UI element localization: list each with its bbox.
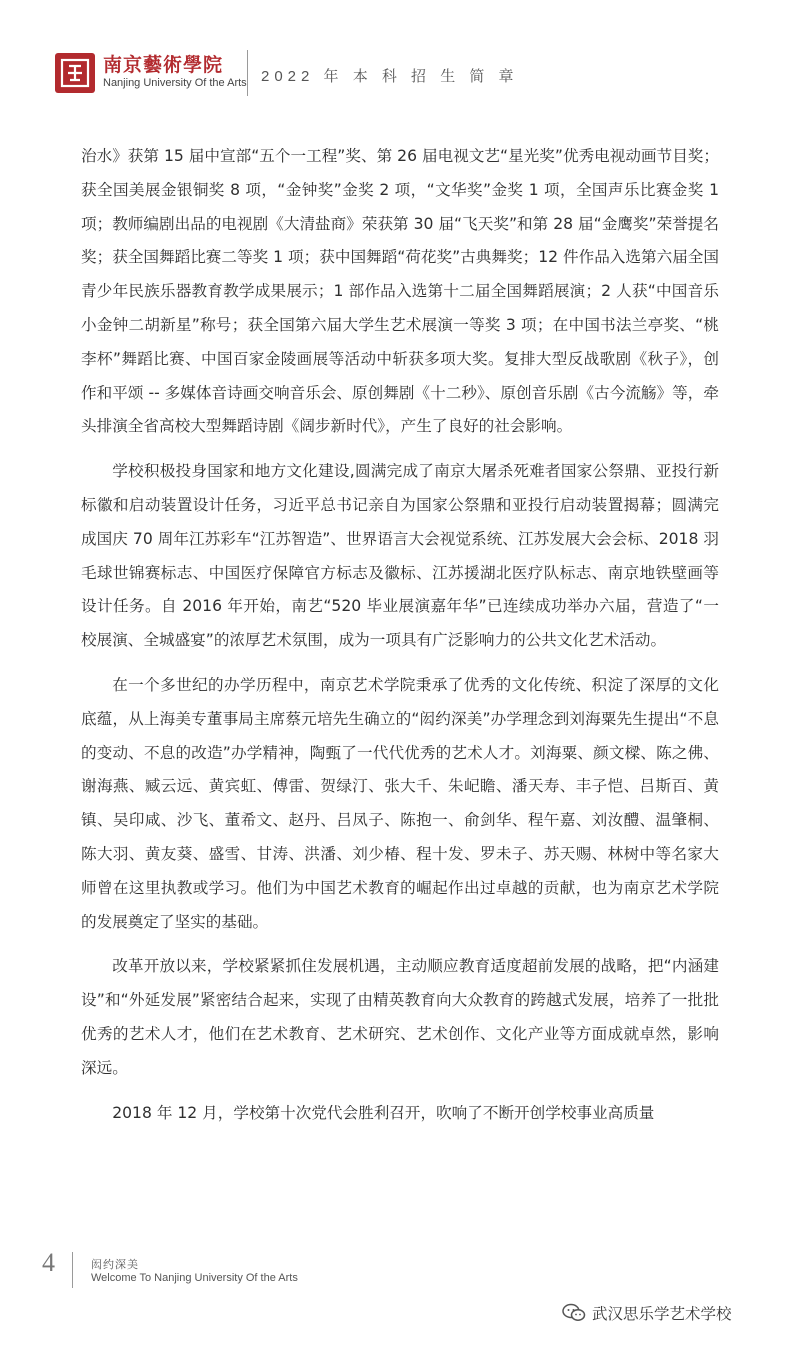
- seal-glyph-icon: [60, 58, 90, 88]
- footer-welcome: Welcome To Nanjing University Of the Arts: [91, 1272, 298, 1284]
- paragraph: 2018 年 12 月，学校第十次党代会胜利召开，吹响了不断开创学校事业高质量: [112, 1103, 655, 1122]
- wechat-icon: [562, 1303, 586, 1323]
- page-header: [0, 0, 800, 110]
- document-title: 2022 年 本 科 招 生 简 章: [261, 68, 519, 85]
- footer-motto: 闳约深美: [91, 1258, 139, 1271]
- watermark-text: 武汉思乐学艺术学校: [592, 1305, 732, 1323]
- footer-divider: [72, 1252, 73, 1288]
- wechat-watermark: [562, 1300, 732, 1326]
- paragraph: 治水》获第 15 届中宣部“五个一工程”奖、第 26 届电视文艺“星光奖”优秀电视动画节目奖；获全国美展金银铜奖 8 项，“金钟奖”金奖 2 项，“文华奖”金奖 1 项，全国声乐比赛金奖 1 项；教师编剧出品的电视剧《大清盐商》荣获第 30 届“飞天奖”和第 28 届“金鹰奖”荣誉提名奖；获全国舞蹈比赛二等奖 1 项；获中国舞蹈“荷花奖”古典舞奖；12 件作品入选第六届全国青少年民族乐器教育教学成果展示；1 部作品入选第十二届全国舞蹈展演；2 人获“中国音乐小金钟二胡新星”称号；获全国第六届大学生艺术展演一等奖 3 项；在中国书法兰亭奖、“桃李杯”舞蹈比赛、中国百家金陵画展等活动中斩获多项大奖。复排大型反战歌剧《秋子》，创作和平颂 -- 多媒体音诗画交响音乐会、原创舞剧《十二秒》、原创音乐剧《古今流觞》等，牵头排演全省高校大型舞蹈诗剧《阔步新时代》，产生了良好的社会影响。: [81, 147, 719, 436]
- article-body: [81, 140, 719, 1141]
- header-divider: [247, 50, 248, 96]
- university-name-en: Nanjing University Of the Arts: [103, 77, 247, 89]
- paragraph: 学校积极投身国家和地方文化建设,圆满完成了南京大屠杀死难者国家公祭鼎、亚投行新标徽和启动装置设计任务，习近平总书记亲自为国家公祭鼎和亚投行启动装置揭幕；圆满完成国庆 70 周年江苏彩车“江苏智造”、世界语言大会视觉系统、江苏发展大会会标、2018 羽毛球世锦赛标志、中国医疗保障官方标志及徽标、江苏援湖北医疗队标志、南京地铁壁画等设计任务。自 2016 年开始，南艺“520 毕业展演嘉年华”已连续成功举办六届，营造了“一校展演、全城盛宴”的浓厚艺术氛围，成为一项具有广泛影响力的公共文化艺术活动。: [81, 462, 719, 650]
- paragraph: 在一个多世纪的办学历程中，南京艺术学院秉承了优秀的文化传统、积淀了深厚的文化底蕴，从上海美专董事局主席蔡元培先生确立的“闳约深美”办学理念到刘海粟先生提出“不息的变动、不息的改造”办学精神，陶甄了一代代优秀的艺术人才。刘海粟、颜文樑、陈之佛、谢海燕、臧云远、黄宾虹、傅雷、贺绿汀、张大千、朱屺瞻、潘天寿、丰子恺、吕斯百、黄镇、吴印咸、沙飞、董希文、赵丹、吕凤子、陈抱一、俞剑华、程午嘉、刘汝醴、温肇桐、陈大羽、黄友葵、盛雪、甘涛、洪潘、刘少椿、程十发、罗未子、苏天赐、林树中等名家大师曾在这里执教或学习。他们为中国艺术教育的崛起作出过卓越的贡献，也为南京艺术学院的发展奠定了坚实的基础。: [81, 675, 719, 931]
- university-name-cn: 南京藝術學院: [103, 54, 224, 76]
- paragraph: 改革开放以来，学校紧紧抓住发展机遇，主动顺应教育适度超前发展的战略，把“内涵建设”和“外延发展”紧密结合起来，实现了由精英教育向大众教育的跨越式发展，培养了一批批优秀的艺术人才，他们在艺术教育、艺术研究、艺术创作、文化产业等方面成就卓然，影响深远。: [81, 957, 719, 1077]
- university-seal-logo: [55, 53, 95, 93]
- page-number: 4: [42, 1248, 55, 1277]
